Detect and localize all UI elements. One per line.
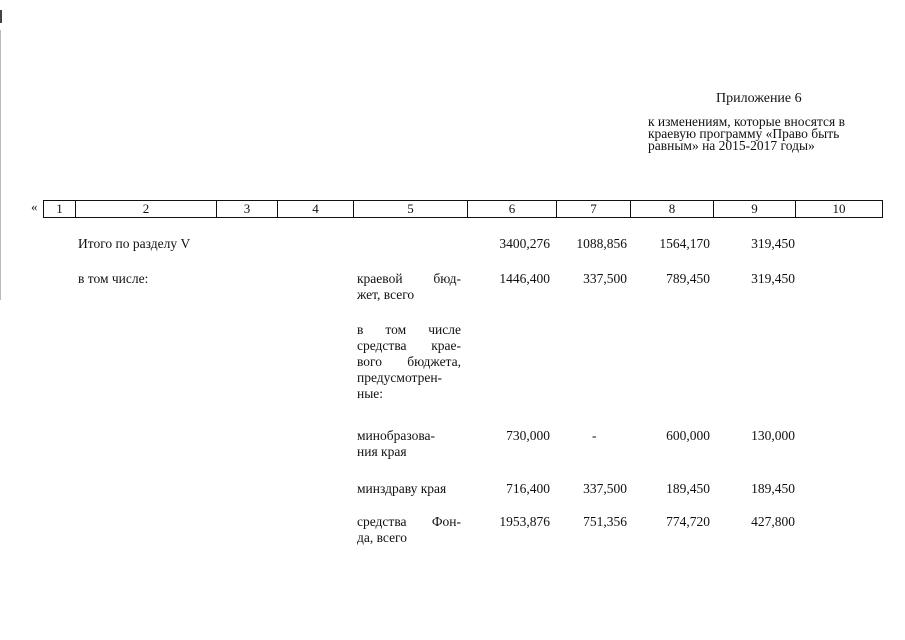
funding-source-line: да, всего (357, 530, 408, 545)
funding-source (357, 428, 461, 460)
value-col-6: 3400,276 (499, 236, 550, 251)
value-col-8: 789,450 (666, 271, 710, 286)
column-number: 7 (557, 201, 631, 218)
column-number: 2 (76, 201, 217, 218)
annex-title: Приложение 6 (716, 91, 802, 106)
page-edge-line (0, 30, 1, 300)
funding-source (357, 271, 461, 303)
funding-source-line: краевой бюд- (357, 271, 461, 286)
value-col-6: 730,000 (506, 428, 550, 443)
funding-source-line: средства крае- (357, 338, 461, 353)
value-col-9: 189,450 (751, 481, 795, 496)
funding-source-line: средства Фон- (357, 514, 461, 529)
value-col-6: 1446,400 (499, 271, 550, 286)
funding-source-line: вого бюджета, (357, 354, 461, 369)
funding-source-line: в том числе (357, 322, 461, 337)
value-col-9: 427,800 (751, 514, 795, 529)
funding-source (357, 322, 461, 402)
column-number: 4 (278, 201, 354, 218)
value-col-8: 1564,170 (659, 236, 710, 251)
column-number: 1 (44, 201, 76, 218)
value-col-9: 319,450 (751, 236, 795, 251)
annex-subtitle-line: к изменениям, которые вносятся в (648, 114, 846, 129)
annex-subtitle-line: краевую программу «Право быть (648, 126, 840, 141)
annex-subtitle-line: равным» на 2015-2017 годы» (648, 138, 815, 153)
column-number: 5 (354, 201, 468, 218)
value-col-8: 189,450 (666, 481, 710, 496)
funding-source: минздраву края (357, 481, 447, 496)
column-number: 3 (217, 201, 278, 218)
funding-source-line: жет, всего (357, 287, 415, 302)
value-col-8: 600,000 (666, 428, 710, 443)
funding-source-line: ные: (357, 386, 384, 401)
column-number: 8 (631, 201, 714, 218)
table-open-quote: « (31, 199, 38, 214)
value-col-6: 716,400 (506, 481, 550, 496)
value-col-9: 319,450 (751, 271, 795, 286)
column-number-header (43, 200, 883, 218)
funding-source-line: минобразова- (357, 428, 436, 443)
annex-subtitle (648, 116, 880, 152)
funding-source-line: предусмотрен- (357, 370, 443, 385)
value-col-8: 774,720 (666, 514, 710, 529)
value-col-7: 1088,856 (576, 236, 627, 251)
page-edge-mark (0, 10, 2, 23)
funding-source-line: ния края (357, 444, 407, 459)
value-col-7: 751,356 (583, 514, 627, 529)
row-label: Итого по разделу V (78, 236, 191, 251)
value-col-9: 130,000 (751, 428, 795, 443)
value-col-6: 1953,876 (499, 514, 550, 529)
column-number: 9 (714, 201, 796, 218)
value-col-7: - (592, 428, 597, 443)
column-number: 10 (796, 201, 883, 218)
funding-source (357, 514, 461, 546)
row-label: в том числе: (78, 271, 149, 286)
value-col-7: 337,500 (583, 481, 627, 496)
column-number: 6 (468, 201, 557, 218)
value-col-7: 337,500 (583, 271, 627, 286)
